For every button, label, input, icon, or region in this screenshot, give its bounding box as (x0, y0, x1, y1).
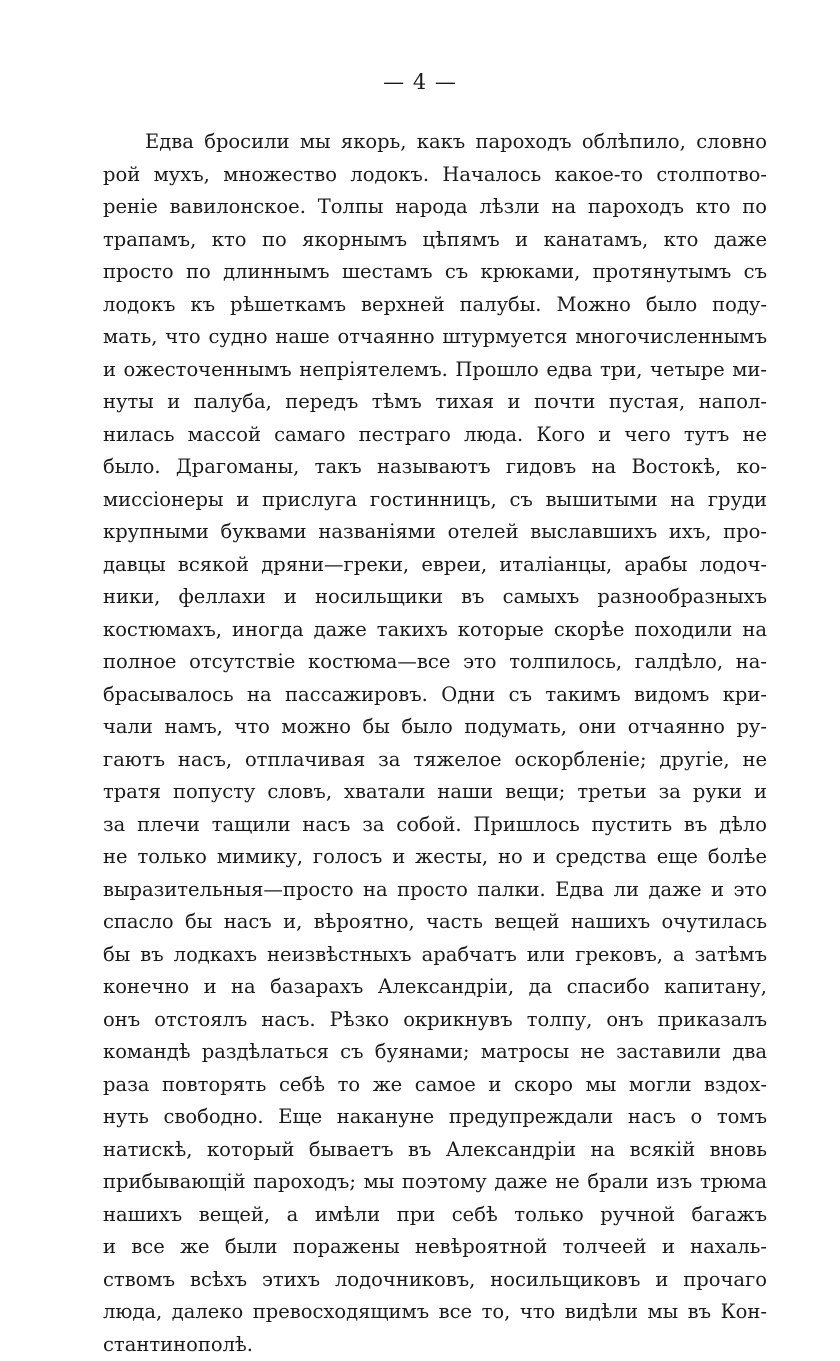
text-line: натискѣ, который бываетъ въ Александріи на всякій вновь (103, 1134, 767, 1167)
text-line: давцы всякой дряни—греки, евреи, италіанцы, арабы лодоч- (103, 549, 767, 582)
body-text (103, 126, 767, 1361)
page-number: — 4 — (0, 70, 840, 94)
text-line: миссіонеры и прислуга гостинницъ, съ вышитыми на груди (103, 484, 767, 517)
text-line: нуты и палуба, передъ тѣмъ тихая и почти пустая, напол- (103, 386, 767, 419)
text-line: прибывающій пароходъ; мы поэтому даже не брали изъ трюма (103, 1166, 767, 1199)
text-line: онъ отстоялъ насъ. Рѣзко окрикнувъ толпу, онъ приказалъ (103, 1004, 767, 1037)
text-line: брасывалось на пассажировъ. Одни съ такимъ видомъ кри- (103, 679, 767, 712)
text-line: стантинополѣ. (103, 1329, 767, 1361)
text-line: спасло бы насъ и, вѣроятно, часть вещей нашихъ очутилась (103, 906, 767, 939)
text-line: реніе вавилонское. Толпы народа лѣзли на пароходъ кто по (103, 191, 767, 224)
text-line: мать, что судно наше отчаянно штурмуется многочисленнымъ (103, 321, 767, 354)
text-line: люда, далеко превосходящимъ все то, что видѣли мы въ Кон- (103, 1296, 767, 1329)
text-line: было. Драгоманы, такъ называютъ гидовъ на Востокѣ, ко- (103, 451, 767, 484)
text-line: бы въ лодкахъ неизвѣстныхъ арабчатъ или грековъ, а затѣмъ (103, 939, 767, 972)
text-line: нашихъ вещей, а имѣли при себѣ только ручной багажъ (103, 1199, 767, 1232)
text-line: лодокъ къ рѣшеткамъ верхней палубы. Можно было поду- (103, 289, 767, 322)
text-line: и ожесточеннымъ непріятелемъ. Прошло едва три, четыре ми- (103, 354, 767, 387)
text-line: выразительныя—просто на просто палки. Едва ли даже и это (103, 874, 767, 907)
text-line: тратя попусту словъ, хватали наши вещи; третьи за руки и (103, 776, 767, 809)
text-line: рой мухъ, множество лодокъ. Началось какое-то столпотво- (103, 159, 767, 192)
text-line: командѣ раздѣлаться съ буянами; матросы не заставили два (103, 1036, 767, 1069)
text-line: нуть свободно. Еще накануне предупреждали насъ о томъ (103, 1101, 767, 1134)
text-line: ники, феллахи и носильщики въ самыхъ разнообразныхъ (103, 581, 767, 614)
text-line: ствомъ всѣхъ этихъ лодочниковъ, носильщиковъ и прочаго (103, 1264, 767, 1297)
text-line: нилась массой самаго пестраго люда. Кого и чего тутъ не (103, 419, 767, 452)
text-line: крупными буквами названіями отелей выславшихъ ихъ, про- (103, 516, 767, 549)
text-line: Едва бросили мы якорь, какъ пароходъ облѣпило, словно (103, 126, 767, 159)
text-line: за плечи тащили насъ за собой. Пришлось пустить въ дѣло (103, 809, 767, 842)
text-line: чали намъ, что можно бы было подумать, они отчаянно ру- (103, 711, 767, 744)
text-line: и все же были поражены невѣроятной толчеей и нахаль- (103, 1231, 767, 1264)
text-line: не только мимику, голосъ и жесты, но и средства еще болѣе (103, 841, 767, 874)
text-line: просто по длиннымъ шестамъ съ крюками, протянутымъ съ (103, 256, 767, 289)
text-line: конечно и на базарахъ Александріи, да спасибо капитану, (103, 971, 767, 1004)
text-line: костюмахъ, иногда даже такихъ которые скорѣе походили на (103, 614, 767, 647)
text-line: гаютъ насъ, отплачивая за тяжелое оскорбленіе; другіе, не (103, 744, 767, 777)
text-line: трапамъ, кто по якорнымъ цѣпямъ и канатамъ, кто даже (103, 224, 767, 257)
text-line: раза повторять себѣ то же самое и скоро мы могли вздох- (103, 1069, 767, 1102)
text-line: полное отсутствіе костюма—все это толпилось, галдѣло, на- (103, 646, 767, 679)
